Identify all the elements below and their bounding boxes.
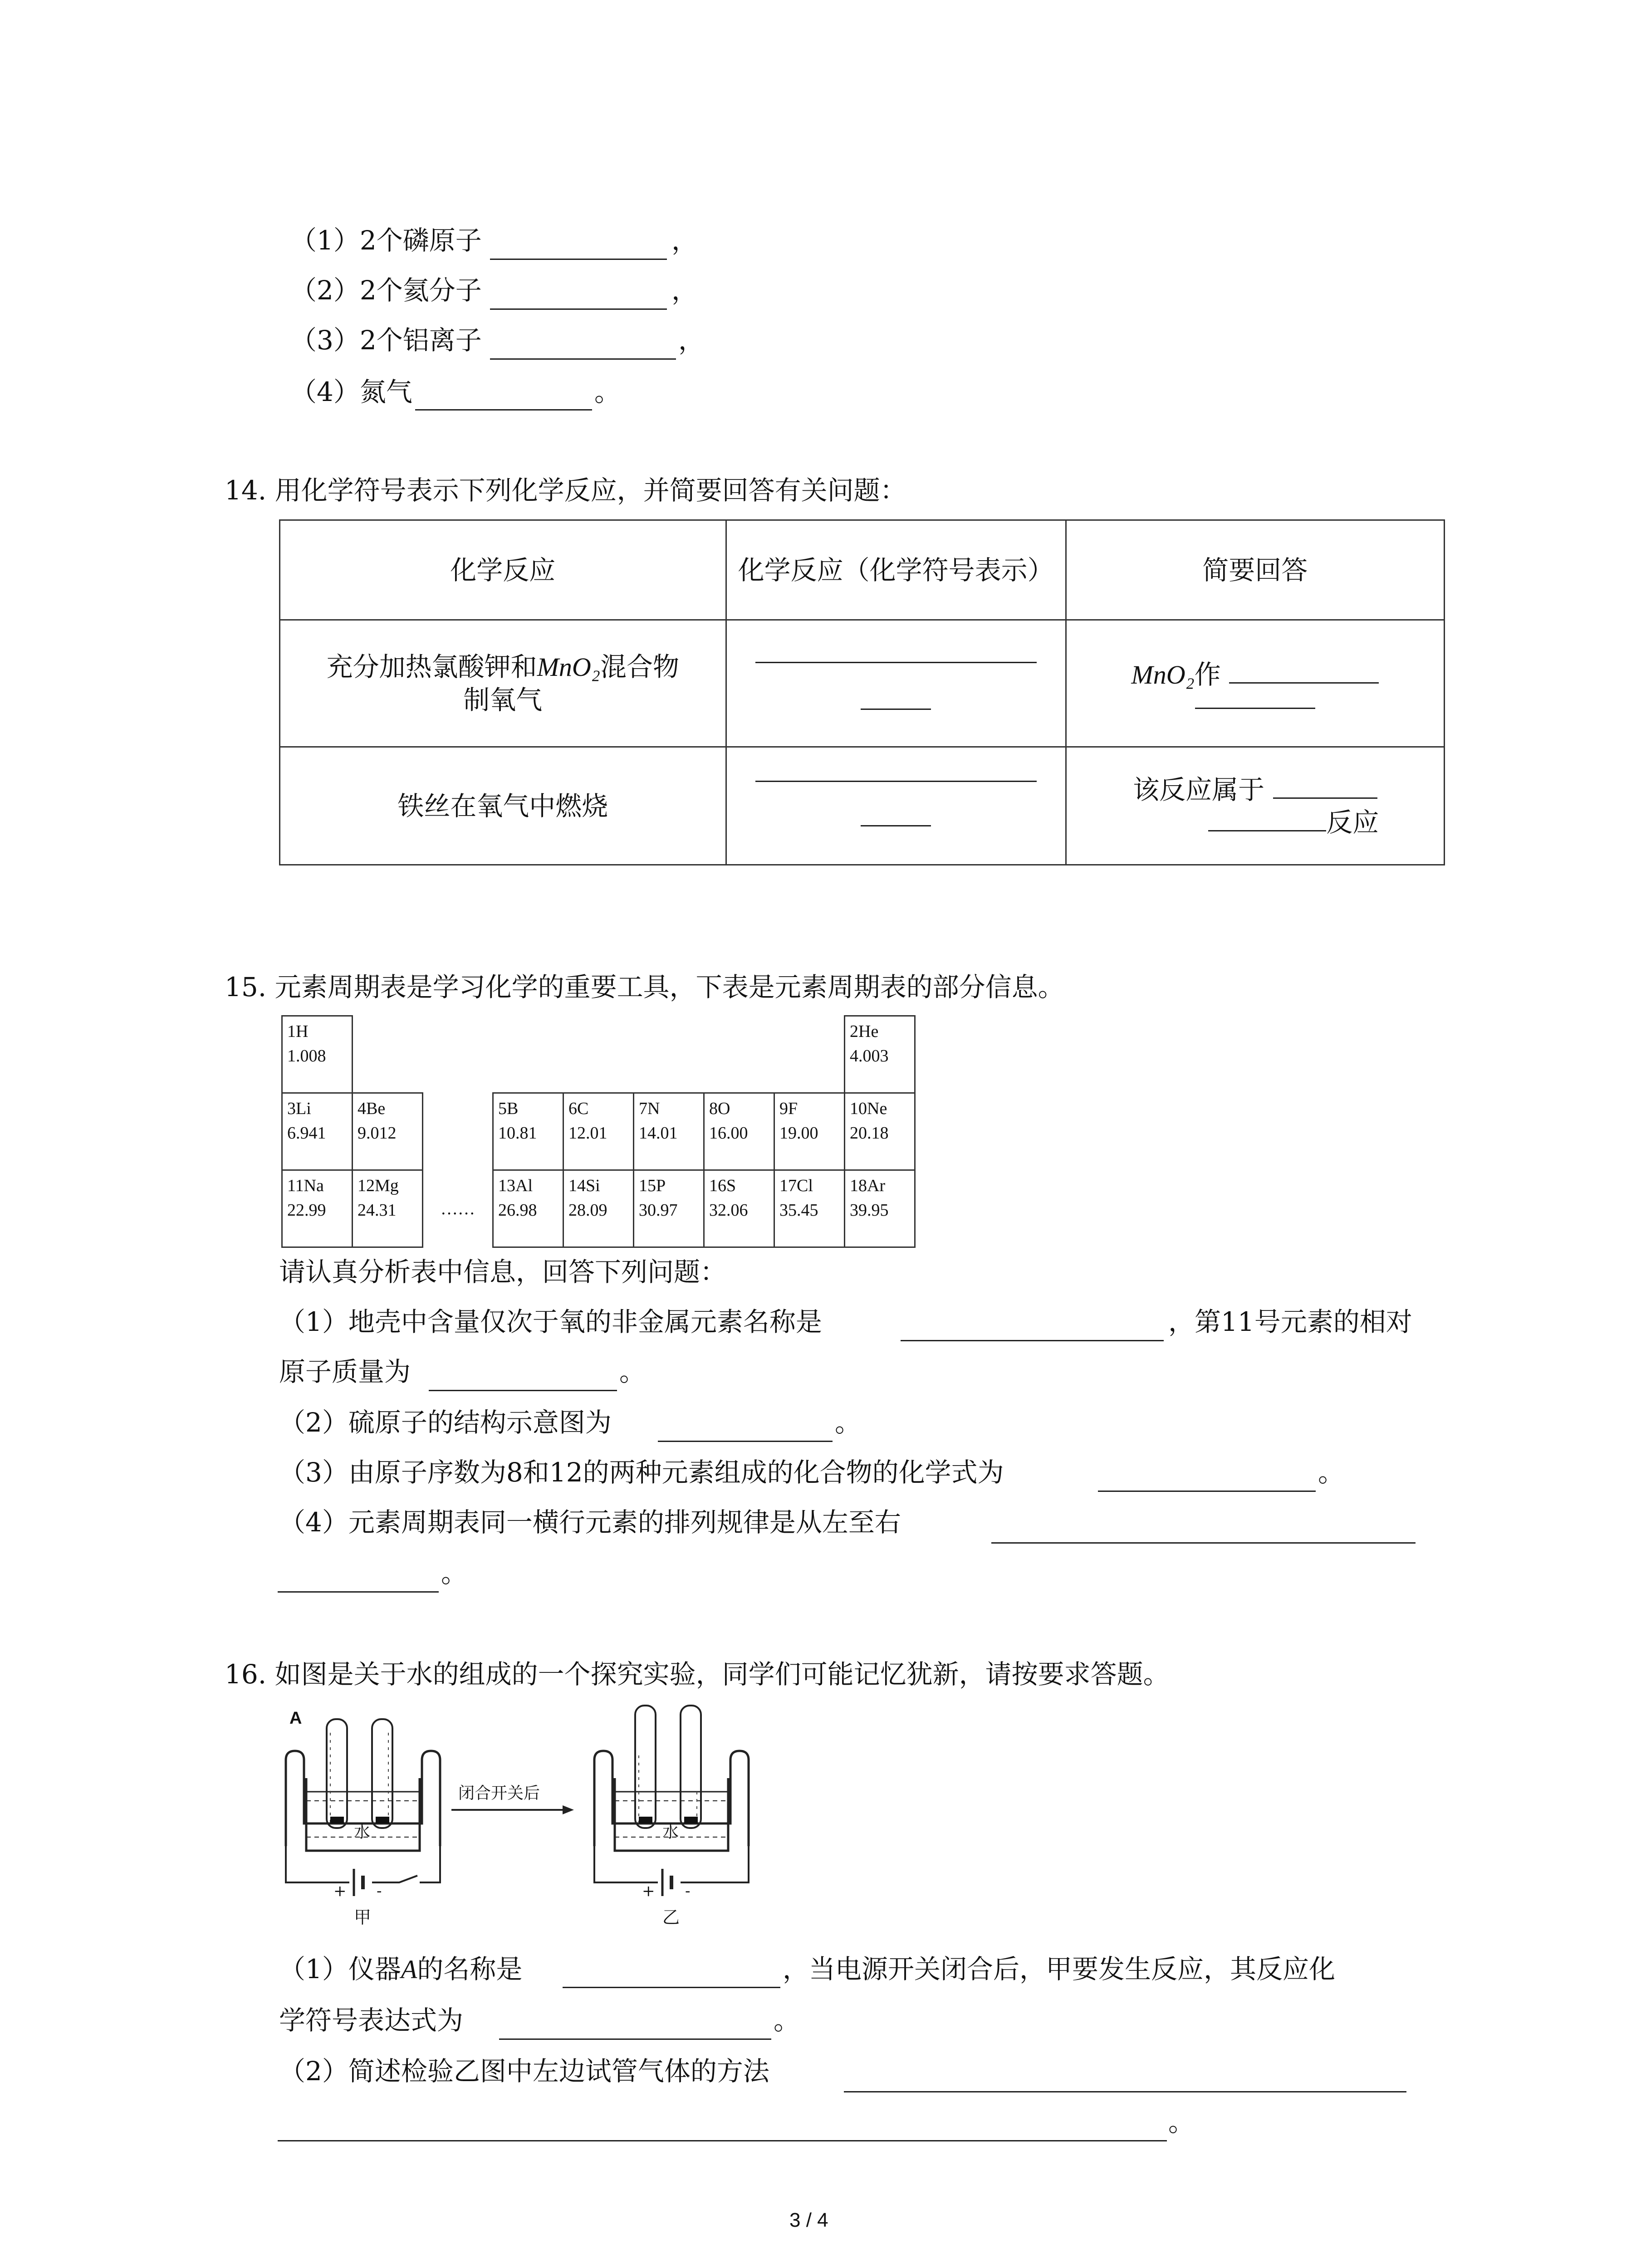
header-answer: 简要回答 [1066, 520, 1444, 620]
q13-blank-2[interactable] [490, 308, 667, 310]
minus-right: - [685, 1882, 691, 1900]
q15-q4-blank-b[interactable] [278, 1591, 439, 1593]
q15-q2-text: （2）硫原子的结构示意图为 [279, 1407, 612, 1438]
q13-end-1: ， [671, 225, 698, 256]
element-Cl: 17Cl 35.45 [774, 1170, 845, 1247]
q13-end-2: ， [671, 275, 698, 306]
element-Mg: 12Mg 24.31 [353, 1170, 423, 1247]
q16-q2-blank-b[interactable] [278, 2140, 1167, 2141]
header-symbol: 化学反应（化学符号表示） [726, 520, 1066, 620]
ellipsis: …… [441, 1199, 475, 1218]
element-N: 7N 14.01 [634, 1093, 704, 1170]
element-Be: 4Be 9.012 [353, 1093, 423, 1170]
q15-q1-text-b: ，第11号元素的相对 [1168, 1306, 1412, 1337]
label-a: A [289, 1709, 302, 1728]
q13-blank-1[interactable] [490, 259, 667, 260]
q13-blank-4[interactable] [415, 409, 592, 411]
minus-left: - [377, 1882, 382, 1900]
q15-q1-text-c: 原子质量为 [279, 1356, 411, 1387]
q15-q1-blank-a[interactable] [901, 1340, 1164, 1341]
element-F: 9F 19.00 [774, 1093, 845, 1170]
q15-instruction: 请认真分析表中信息，回答下列问题： [279, 1256, 727, 1287]
plus-left: + [333, 1882, 347, 1900]
row2-reaction: 铁丝在氧气中燃烧 [280, 747, 726, 865]
element-Si: 14Si 28.09 [563, 1170, 634, 1247]
element-He: 2He 4.003 [845, 1016, 915, 1093]
q16-q1-blank-b[interactable] [499, 2038, 771, 2040]
element-P: 15P 30.97 [634, 1170, 704, 1247]
header-reaction: 化学反应 [280, 520, 726, 620]
q15-q2-blank[interactable] [658, 1441, 833, 1442]
q13-end-3: ， [678, 325, 705, 356]
q16-q1-text-a: （1）仪器A的名称是 [279, 1954, 523, 1984]
q13-item-1: （1）2个磷原子 [290, 225, 482, 256]
row1-reaction: 充分加热氯酸钾和MnO₂混合物 制氧气 [280, 620, 726, 747]
water-label-left: 水 [354, 1823, 371, 1841]
row2-answer[interactable]: 该反应属于 反应 [1066, 747, 1444, 865]
q14-prompt: 14. 用化学符号表示下列化学反应，并简要回答有关问题： [225, 475, 906, 506]
q15-q1-end: 。 [619, 1356, 646, 1387]
electrolysis-figure-left [281, 1701, 445, 1928]
q16-q1-blank-a[interactable] [563, 1987, 780, 1988]
element-O: 8O 16.00 [704, 1093, 774, 1170]
q13-end-4: 。 [594, 376, 621, 407]
q15-q2-end: 。 [835, 1407, 862, 1438]
q15-q4-end: 。 [441, 1558, 468, 1589]
q15-q3-blank[interactable] [1098, 1491, 1316, 1492]
q15-q1-blank-b[interactable] [429, 1390, 617, 1391]
q15-q3-end: 。 [1318, 1457, 1345, 1488]
q13-item-2: （2）2个氦分子 [290, 275, 482, 306]
element-Ne: 10Ne 20.18 [845, 1093, 915, 1170]
q13-blank-3[interactable] [490, 358, 676, 360]
row1-answer[interactable]: MnO₂作 [1066, 620, 1444, 747]
page-number: 3 / 4 [789, 2209, 828, 2231]
plus-right: + [642, 1882, 655, 1900]
q16-q1-end: 。 [774, 2005, 800, 2036]
element-Al: 13Al 26.98 [493, 1170, 563, 1247]
q15-q4-text: （4）元素周期表同一横行元素的排列规律是从左至右 [279, 1507, 901, 1538]
q15-q4-blank-a[interactable] [991, 1542, 1416, 1544]
element-Ar: 18Ar 39.95 [845, 1170, 915, 1247]
row2-symbol-blank[interactable] [726, 747, 1066, 865]
q16-prompt: 16. 如图是关于水的组成的一个探究实验，同学们可能记忆犹新，请按要求答题。 [225, 1659, 1170, 1690]
q16-q2-blank-a[interactable] [844, 2091, 1406, 2092]
reaction-table [279, 519, 1445, 865]
caption-yi: 乙 [662, 1907, 680, 1927]
q13-item-4: （4）氮气 [290, 376, 412, 407]
q15-prompt: 15. 元素周期表是学习化学的重要工具，下表是元素周期表的部分信息。 [225, 972, 1064, 1002]
row1-symbol-blank[interactable] [726, 620, 1066, 747]
arrow-label: 闭合开关后 [458, 1784, 540, 1802]
periodic-table [281, 1015, 916, 1248]
q16-q1-text-d: 学符号表达式为 [279, 2005, 464, 2036]
q16-q2-end: 。 [1168, 2107, 1195, 2137]
process-arrow [449, 1778, 576, 1828]
element-Li: 3Li 6.941 [282, 1093, 353, 1170]
q16-q2-text: （2）简述检验乙图中左边试管气体的方法 [279, 2056, 769, 2087]
caption-jia: 甲 [354, 1907, 372, 1927]
element-S: 16S 32.06 [704, 1170, 774, 1247]
element-Na: 11Na 22.99 [282, 1170, 353, 1247]
q15-q1-text: （1）地壳中含量仅次于氧的非金属元素名称是 [279, 1306, 822, 1337]
q16-q1-text-c: ，当电源开关闭合后，甲要发生反应，其反应化 [783, 1954, 1336, 1984]
water-label-right: 水 [662, 1823, 679, 1841]
element-H: 1H 1.008 [282, 1016, 353, 1093]
q13-item-3: （3）2个铝离子 [290, 325, 482, 356]
element-B: 5B 10.81 [493, 1093, 563, 1170]
q15-q3-text: （3）由原子序数为8和12的两种元素组成的化合物的化学式为 [279, 1457, 1004, 1488]
element-C: 6C 12.01 [563, 1093, 634, 1170]
electrolysis-figure-right [590, 1701, 753, 1928]
